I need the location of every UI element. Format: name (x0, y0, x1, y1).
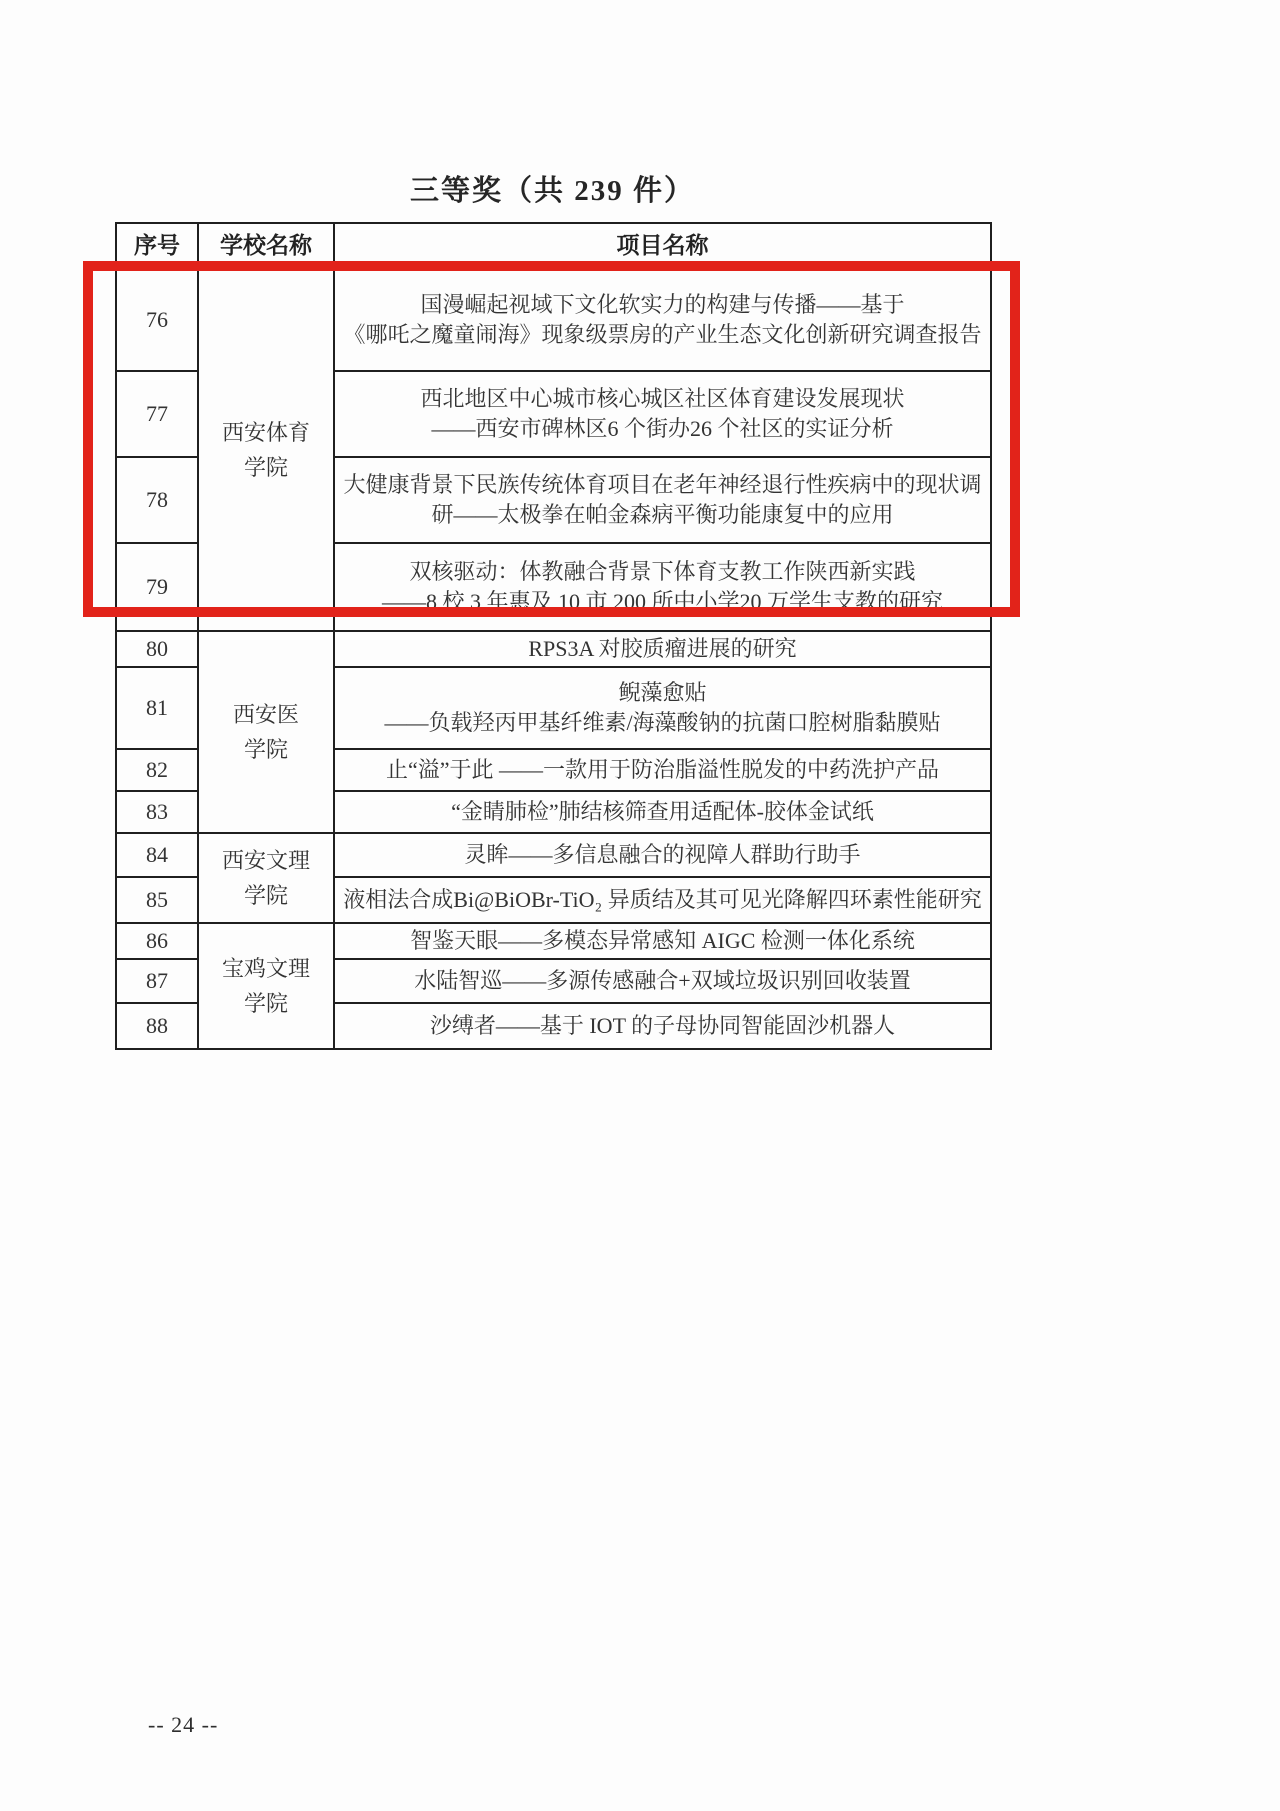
project-name-cell (334, 923, 991, 959)
project-name-cell (334, 749, 991, 791)
project-name-line: 国漫崛起视域下文化软实力的构建与传播——基于 (420, 292, 905, 318)
project-name-line: 液相法合成Bi@BiOBr-TiO₂ 异质结及其可见光降解四环素性能研究 (343, 886, 982, 912)
school-name-line: 宝鸡文理 (221, 955, 310, 981)
table-row (116, 269, 991, 371)
project-name-line: “金睛肺检”肺结核筛查用适配体-胶体金试纸 (451, 798, 874, 824)
project-name-line: 智鉴天眼——多模态异常感知 AIGC 检测一体化系统 (410, 927, 915, 953)
row-number: 79 (116, 543, 198, 631)
project-name-line: ——西安市碑林区6 个街办26 个社区的实证分析 (431, 416, 894, 441)
project-name-cell (334, 959, 991, 1003)
column-header-project: 项目名称 (334, 223, 991, 269)
row-number: 76 (116, 269, 198, 371)
project-name-line: 研——太极拳在帕金森病平衡功能康复中的应用 (431, 502, 894, 527)
school-name-cell (198, 923, 334, 1049)
school-name-line: 学院 (243, 882, 288, 908)
row-number: 87 (116, 959, 198, 1003)
project-name-cell (334, 667, 991, 749)
project-name-line: 灵眸——多信息融合的视障人群助行助手 (464, 841, 861, 867)
school-name-line: 学院 (243, 736, 288, 762)
project-name-cell (334, 791, 991, 833)
row-number: 85 (116, 877, 198, 923)
project-name-line: 《哪吒之魔童闹海》现象级票房的产业生态文化创新研究调查报告 (343, 322, 982, 347)
row-number: 84 (116, 833, 198, 877)
column-header-no: 序号 (116, 223, 198, 269)
project-name-line: 沙缚者——基于 IOT 的子母协同智能固沙机器人 (429, 1012, 896, 1038)
row-number: 78 (116, 457, 198, 543)
project-name-cell (334, 371, 991, 457)
school-name-line: 学院 (243, 455, 288, 480)
row-number: 81 (116, 667, 198, 749)
school-name-line: 西安医 (232, 701, 299, 727)
row-number: 83 (116, 791, 198, 833)
project-name-line: 西北地区中心城市核心城区社区体育建设发展现状 (420, 386, 905, 412)
column-header-school: 学校名称 (198, 223, 334, 269)
page-title: 三等奖（共 239 件） (409, 175, 695, 207)
school-name-line: 学院 (243, 990, 288, 1016)
project-name-line: 双核驱动：体教融合背景下体育支教工作陕西新实践 (409, 559, 916, 585)
project-name-line: 大健康背景下民族传统体育项目在老年神经退行性疾病中的现状调 (343, 472, 982, 498)
project-name-line: ——8 校 3 年惠及 10 市 200 所中小学20 万学生支教的研究 (381, 589, 943, 614)
school-name-cell (198, 631, 334, 833)
project-name-line: 止“溢”于此 ——一款用于防治脂溢性脱发的中药洗护产品 (385, 756, 940, 782)
project-name-line: RPS3A 对胶质瘤进展的研究 (528, 636, 797, 661)
table-row (116, 631, 991, 667)
project-name-cell (334, 543, 991, 631)
project-name-cell (334, 1003, 991, 1049)
school-name-line: 西安体育 (221, 419, 310, 445)
award-table (115, 222, 992, 1050)
row-number: 88 (116, 1003, 198, 1049)
row-number: 86 (116, 923, 198, 959)
project-name-cell (334, 457, 991, 543)
project-name-line: 鲵藻愈贴 (618, 680, 707, 705)
school-name-cell (198, 833, 334, 923)
project-name-line: ——负载羟丙甲基纤维素/海藻酸钠的抗菌口腔树脂黏膜贴 (384, 709, 941, 735)
page-number: -- 24 -- (148, 1712, 219, 1737)
row-number: 80 (116, 631, 198, 667)
row-number: 82 (116, 749, 198, 791)
school-name-line: 西安文理 (221, 847, 310, 873)
project-name-cell (334, 877, 991, 923)
row-number: 77 (116, 371, 198, 457)
table-row (116, 923, 991, 959)
school-name-cell (198, 269, 334, 631)
project-name-line: 水陆智巡——多源传感融合+双域垃圾识别回收装置 (414, 967, 911, 993)
table-header-row (116, 223, 991, 269)
project-name-cell (334, 269, 991, 371)
table-row (116, 833, 991, 877)
project-name-cell (334, 631, 991, 667)
project-name-cell (334, 833, 991, 877)
